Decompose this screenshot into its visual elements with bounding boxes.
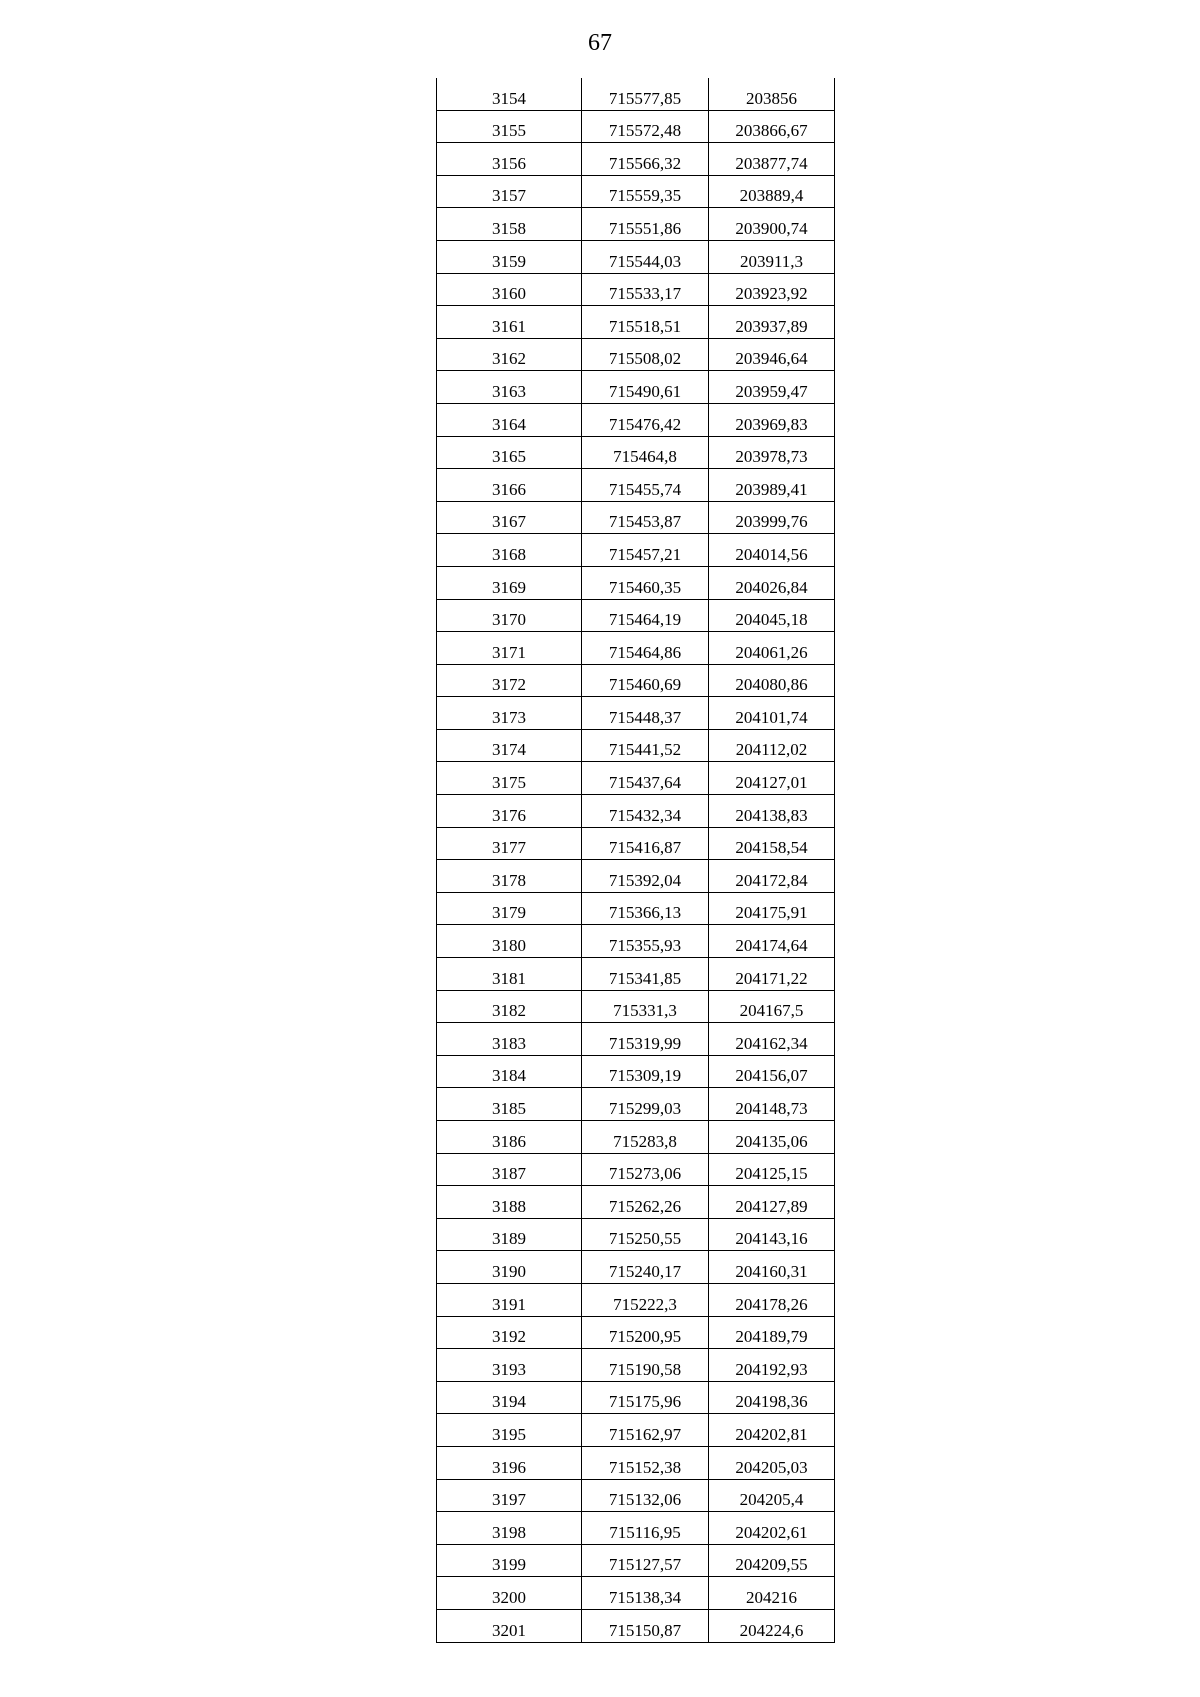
point-number-cell: 3183	[437, 1023, 582, 1056]
point-number-cell: 3175	[437, 762, 582, 795]
table-row	[437, 632, 835, 665]
x-coordinate-cell: 715222,3	[582, 1283, 709, 1316]
point-number-cell: 3156	[437, 143, 582, 176]
point-number-cell: 3166	[437, 469, 582, 502]
table-row	[437, 469, 835, 502]
x-coordinate-cell: 715460,69	[582, 664, 709, 697]
table-row	[437, 827, 835, 860]
x-coordinate-cell: 715432,34	[582, 795, 709, 828]
point-number-cell: 3179	[437, 892, 582, 925]
y-coordinate-cell: 204202,61	[709, 1512, 835, 1545]
x-coordinate-cell: 715319,99	[582, 1023, 709, 1056]
point-number-cell: 3190	[437, 1251, 582, 1284]
x-coordinate-cell: 715572,48	[582, 110, 709, 143]
x-coordinate-cell: 715455,74	[582, 469, 709, 502]
point-number-cell: 3170	[437, 599, 582, 632]
point-number-cell: 3157	[437, 175, 582, 208]
point-number-cell: 3159	[437, 240, 582, 273]
point-number-cell: 3172	[437, 664, 582, 697]
table-row	[437, 1479, 835, 1512]
y-coordinate-cell: 204160,31	[709, 1251, 835, 1284]
x-coordinate-cell: 715544,03	[582, 240, 709, 273]
x-coordinate-cell: 715453,87	[582, 501, 709, 534]
x-coordinate-cell: 715341,85	[582, 958, 709, 991]
x-coordinate-cell: 715273,06	[582, 1153, 709, 1186]
table-row	[437, 78, 835, 110]
point-number-cell: 3196	[437, 1446, 582, 1479]
table-row	[437, 1121, 835, 1154]
x-coordinate-cell: 715355,93	[582, 925, 709, 958]
coordinates-table-body	[437, 78, 835, 1642]
table-row	[437, 534, 835, 567]
point-number-cell: 3154	[437, 78, 582, 110]
x-coordinate-cell: 715464,86	[582, 632, 709, 665]
y-coordinate-cell: 204143,16	[709, 1218, 835, 1251]
point-number-cell: 3181	[437, 958, 582, 991]
y-coordinate-cell: 203877,74	[709, 143, 835, 176]
table-row	[437, 990, 835, 1023]
y-coordinate-cell: 204198,36	[709, 1381, 835, 1414]
x-coordinate-cell: 715162,97	[582, 1414, 709, 1447]
y-coordinate-cell: 203946,64	[709, 338, 835, 371]
y-coordinate-cell: 203999,76	[709, 501, 835, 534]
point-number-cell: 3176	[437, 795, 582, 828]
x-coordinate-cell: 715132,06	[582, 1479, 709, 1512]
table-row	[437, 175, 835, 208]
y-coordinate-cell: 204014,56	[709, 534, 835, 567]
table-row	[437, 1055, 835, 1088]
coordinates-table	[436, 78, 835, 1643]
table-row	[437, 240, 835, 273]
x-coordinate-cell: 715490,61	[582, 371, 709, 404]
point-number-cell: 3192	[437, 1316, 582, 1349]
x-coordinate-cell: 715437,64	[582, 762, 709, 795]
x-coordinate-cell: 715476,42	[582, 403, 709, 436]
point-number-cell: 3161	[437, 306, 582, 339]
point-number-cell: 3191	[437, 1283, 582, 1316]
table-row	[437, 566, 835, 599]
point-number-cell: 3182	[437, 990, 582, 1023]
table-row	[437, 1186, 835, 1219]
x-coordinate-cell: 715331,3	[582, 990, 709, 1023]
table-row	[437, 371, 835, 404]
table-row	[437, 1446, 835, 1479]
point-number-cell: 3164	[437, 403, 582, 436]
x-coordinate-cell: 715127,57	[582, 1544, 709, 1577]
point-number-cell: 3199	[437, 1544, 582, 1577]
y-coordinate-cell: 203937,89	[709, 306, 835, 339]
point-number-cell: 3180	[437, 925, 582, 958]
y-coordinate-cell: 204216	[709, 1577, 835, 1610]
point-number-cell: 3189	[437, 1218, 582, 1251]
y-coordinate-cell: 204205,4	[709, 1479, 835, 1512]
x-coordinate-cell: 715559,35	[582, 175, 709, 208]
point-number-cell: 3186	[437, 1121, 582, 1154]
x-coordinate-cell: 715283,8	[582, 1121, 709, 1154]
x-coordinate-cell: 715190,58	[582, 1349, 709, 1382]
y-coordinate-cell: 204178,26	[709, 1283, 835, 1316]
x-coordinate-cell: 715366,13	[582, 892, 709, 925]
x-coordinate-cell: 715416,87	[582, 827, 709, 860]
table-row	[437, 110, 835, 143]
point-number-cell: 3187	[437, 1153, 582, 1186]
table-row	[437, 1414, 835, 1447]
table-row	[437, 273, 835, 306]
point-number-cell: 3178	[437, 860, 582, 893]
table-row	[437, 306, 835, 339]
y-coordinate-cell: 204209,55	[709, 1544, 835, 1577]
y-coordinate-cell: 204061,26	[709, 632, 835, 665]
y-coordinate-cell: 204167,5	[709, 990, 835, 1023]
y-coordinate-cell: 204080,86	[709, 664, 835, 697]
x-coordinate-cell: 715577,85	[582, 78, 709, 110]
x-coordinate-cell: 715175,96	[582, 1381, 709, 1414]
y-coordinate-cell: 203989,41	[709, 469, 835, 502]
x-coordinate-cell: 715240,17	[582, 1251, 709, 1284]
y-coordinate-cell: 204138,83	[709, 795, 835, 828]
y-coordinate-cell: 204127,01	[709, 762, 835, 795]
y-coordinate-cell: 203911,3	[709, 240, 835, 273]
table-row	[437, 1577, 835, 1610]
x-coordinate-cell: 715566,32	[582, 143, 709, 176]
x-coordinate-cell: 715464,19	[582, 599, 709, 632]
y-coordinate-cell: 204101,74	[709, 697, 835, 730]
point-number-cell: 3168	[437, 534, 582, 567]
y-coordinate-cell: 204125,15	[709, 1153, 835, 1186]
y-coordinate-cell: 204224,6	[709, 1609, 835, 1642]
point-number-cell: 3193	[437, 1349, 582, 1382]
table-row	[437, 958, 835, 991]
point-number-cell: 3173	[437, 697, 582, 730]
x-coordinate-cell: 715262,26	[582, 1186, 709, 1219]
y-coordinate-cell: 203978,73	[709, 436, 835, 469]
y-coordinate-cell: 204205,03	[709, 1446, 835, 1479]
table-row	[437, 1283, 835, 1316]
table-row	[437, 1316, 835, 1349]
table-row	[437, 143, 835, 176]
point-number-cell: 3197	[437, 1479, 582, 1512]
x-coordinate-cell: 715138,34	[582, 1577, 709, 1610]
x-coordinate-cell: 715508,02	[582, 338, 709, 371]
point-number-cell: 3167	[437, 501, 582, 534]
x-coordinate-cell: 715309,19	[582, 1055, 709, 1088]
table-row	[437, 729, 835, 762]
table-row	[437, 1349, 835, 1382]
y-coordinate-cell: 204148,73	[709, 1088, 835, 1121]
table-row	[437, 599, 835, 632]
table-row	[437, 925, 835, 958]
x-coordinate-cell: 715441,52	[582, 729, 709, 762]
table-row	[437, 1023, 835, 1056]
y-coordinate-cell: 204156,07	[709, 1055, 835, 1088]
point-number-cell: 3201	[437, 1609, 582, 1642]
y-coordinate-cell: 203969,83	[709, 403, 835, 436]
x-coordinate-cell: 715116,95	[582, 1512, 709, 1545]
table-row	[437, 1251, 835, 1284]
point-number-cell: 3171	[437, 632, 582, 665]
x-coordinate-cell: 715464,8	[582, 436, 709, 469]
table-row	[437, 1544, 835, 1577]
table-row	[437, 338, 835, 371]
y-coordinate-cell: 204112,02	[709, 729, 835, 762]
point-number-cell: 3169	[437, 566, 582, 599]
table-row	[437, 697, 835, 730]
x-coordinate-cell: 715299,03	[582, 1088, 709, 1121]
table-row	[437, 403, 835, 436]
y-coordinate-cell: 203900,74	[709, 208, 835, 241]
table-row	[437, 208, 835, 241]
y-coordinate-cell: 203923,92	[709, 273, 835, 306]
y-coordinate-cell: 203889,4	[709, 175, 835, 208]
point-number-cell: 3165	[437, 436, 582, 469]
y-coordinate-cell: 203866,67	[709, 110, 835, 143]
y-coordinate-cell: 204189,79	[709, 1316, 835, 1349]
point-number-cell: 3155	[437, 110, 582, 143]
x-coordinate-cell: 715392,04	[582, 860, 709, 893]
y-coordinate-cell: 204171,22	[709, 958, 835, 991]
point-number-cell: 3184	[437, 1055, 582, 1088]
table-row	[437, 1609, 835, 1642]
y-coordinate-cell: 204135,06	[709, 1121, 835, 1154]
x-coordinate-cell: 715551,86	[582, 208, 709, 241]
y-coordinate-cell: 204127,89	[709, 1186, 835, 1219]
table-row	[437, 762, 835, 795]
x-coordinate-cell: 715457,21	[582, 534, 709, 567]
table-row	[437, 892, 835, 925]
y-coordinate-cell: 204174,64	[709, 925, 835, 958]
x-coordinate-cell: 715150,87	[582, 1609, 709, 1642]
x-coordinate-cell: 715152,38	[582, 1446, 709, 1479]
table-row	[437, 1512, 835, 1545]
point-number-cell: 3185	[437, 1088, 582, 1121]
table-row	[437, 436, 835, 469]
point-number-cell: 3188	[437, 1186, 582, 1219]
x-coordinate-cell: 715518,51	[582, 306, 709, 339]
table-row	[437, 1218, 835, 1251]
point-number-cell: 3194	[437, 1381, 582, 1414]
point-number-cell: 3174	[437, 729, 582, 762]
x-coordinate-cell: 715448,37	[582, 697, 709, 730]
point-number-cell: 3195	[437, 1414, 582, 1447]
table-row	[437, 1153, 835, 1186]
point-number-cell: 3160	[437, 273, 582, 306]
y-coordinate-cell: 204045,18	[709, 599, 835, 632]
point-number-cell: 3198	[437, 1512, 582, 1545]
table-row	[437, 501, 835, 534]
y-coordinate-cell: 204026,84	[709, 566, 835, 599]
x-coordinate-cell: 715460,35	[582, 566, 709, 599]
y-coordinate-cell: 204172,84	[709, 860, 835, 893]
table-row	[437, 1381, 835, 1414]
y-coordinate-cell: 204192,93	[709, 1349, 835, 1382]
point-number-cell: 3177	[437, 827, 582, 860]
x-coordinate-cell: 715250,55	[582, 1218, 709, 1251]
x-coordinate-cell: 715200,95	[582, 1316, 709, 1349]
y-coordinate-cell: 204158,54	[709, 827, 835, 860]
page-number: 67	[588, 30, 612, 56]
point-number-cell: 3158	[437, 208, 582, 241]
point-number-cell: 3162	[437, 338, 582, 371]
table-row	[437, 860, 835, 893]
y-coordinate-cell: 203959,47	[709, 371, 835, 404]
table-row	[437, 1088, 835, 1121]
point-number-cell: 3200	[437, 1577, 582, 1610]
y-coordinate-cell: 204175,91	[709, 892, 835, 925]
table-row	[437, 795, 835, 828]
y-coordinate-cell: 204202,81	[709, 1414, 835, 1447]
y-coordinate-cell: 204162,34	[709, 1023, 835, 1056]
table-row	[437, 664, 835, 697]
point-number-cell: 3163	[437, 371, 582, 404]
y-coordinate-cell: 203856	[709, 78, 835, 110]
x-coordinate-cell: 715533,17	[582, 273, 709, 306]
